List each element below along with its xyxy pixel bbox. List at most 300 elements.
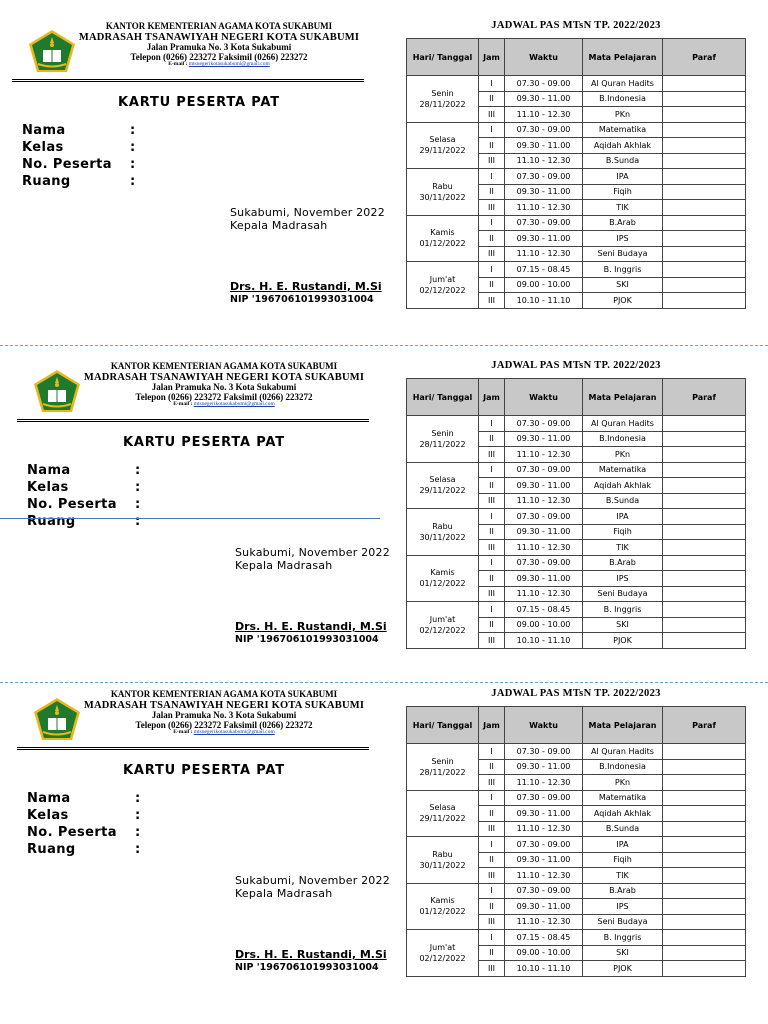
paraf-cell[interactable] [663,633,746,649]
field-row [27,841,141,858]
day-cell [407,602,479,649]
paraf-cell[interactable] [663,821,746,837]
schedule-title: JADWAL PAS MTsN TP. 2022/2023 [491,20,661,31]
waktu-cell: 09.30 - 11.00 [505,478,583,494]
field-colon: : [130,140,136,155]
waktu-cell: 11.10 - 12.30 [505,493,583,509]
jam-cell: III [479,821,505,837]
field-row [27,496,141,513]
paraf-cell[interactable] [663,138,746,154]
day-name: Kamis [430,568,455,578]
jam-cell: II [479,478,505,494]
day-name: Kamis [430,228,455,238]
jam-cell: III [479,246,505,262]
waktu-cell: 09.00 - 10.00 [505,945,583,961]
day-date: 29/11/2022 [419,486,466,496]
paraf-cell[interactable] [663,431,746,447]
signer-name: Drs. H. E. Rustandi, M.Si [235,620,387,633]
waktu-cell: 09.30 - 11.00 [505,91,583,107]
day-name: Senin [431,756,454,766]
waktu-cell: 07.15 - 08.45 [505,602,583,618]
mapel-cell: Seni Budaya [583,586,663,602]
mapel-cell: TIK [583,540,663,556]
jam-cell: III [479,200,505,216]
paraf-cell[interactable] [663,744,746,760]
jam-cell: II [479,852,505,868]
field-row [27,513,141,530]
mapel-cell: B.Arab [583,215,663,231]
waktu-cell: 10.10 - 11.10 [505,633,583,649]
paraf-cell[interactable] [663,478,746,494]
jam-cell: II [479,617,505,633]
stray-line [0,518,380,519]
kop-line-4: Telepon (0266) 223272 Faksimil (0266) 223272 [130,51,308,62]
day-name: Rabu [432,181,453,191]
jam-cell: II [479,806,505,822]
day-name: Selasa [429,803,456,813]
schedule-row [407,462,746,478]
kop-line-2: MADRASAH TSANAWIYAH NEGERI KOTA SUKABUMI [78,31,360,43]
schedule-header-cell: Paraf [663,379,746,416]
field-colon: : [130,157,136,172]
paraf-cell[interactable] [663,91,746,107]
jam-cell: I [479,883,505,899]
place-date: Sukabumi, November 2022 [235,546,390,559]
schedule-header-row [407,379,746,416]
jam-cell: I [479,790,505,806]
field-label: Ruang [27,514,76,529]
paraf-cell[interactable] [663,169,746,185]
mapel-cell: Matematika [583,790,663,806]
schedule-row [407,602,746,618]
day-date: 01/12/2022 [419,907,466,917]
signer-name: Drs. H. E. Rustandi, M.Si [235,948,387,961]
day-date: 28/11/2022 [419,767,466,777]
schedule-row [407,883,746,899]
field-row [22,173,136,190]
signer-position: Kepala Madrasah [235,887,333,900]
field-label: No. Peserta [22,157,112,172]
letterhead-text [79,690,369,736]
mapel-cell: PKn [583,775,663,791]
mapel-cell: PJOK [583,961,663,977]
day-name: Selasa [429,475,456,485]
waktu-cell: 07.30 - 09.00 [505,122,583,138]
signer-name: Drs. H. E. Rustandi, M.Si [230,280,382,293]
jam-cell: I [479,744,505,760]
mapel-cell: SKI [583,277,663,293]
paraf-cell[interactable] [663,790,746,806]
jam-cell: III [479,586,505,602]
email-label: E-mail : [173,401,194,408]
schedule-table [406,706,746,977]
jam-cell: III [479,961,505,977]
participant-fields [22,122,136,190]
jam-cell: III [479,153,505,169]
waktu-cell: 11.10 - 12.30 [505,914,583,930]
jam-cell: I [479,837,505,853]
field-row [22,122,136,139]
field-label: Ruang [27,842,76,857]
field-row [27,824,141,841]
waktu-cell: 11.10 - 12.30 [505,540,583,556]
paraf-cell[interactable] [663,462,746,478]
kop-line-1: KANTOR KEMENTERIAN AGAMA KOTA SUKABUMI [110,689,338,699]
paraf-cell[interactable] [663,602,746,618]
mapel-cell: Aqidah Akhlak [583,478,663,494]
jam-cell: I [479,509,505,525]
mapel-cell: IPS [583,571,663,587]
mapel-cell: B.Arab [583,555,663,571]
mapel-cell: TIK [583,200,663,216]
paraf-cell[interactable] [663,447,746,463]
mapel-cell: IPA [583,169,663,185]
day-name: Rabu [432,521,453,531]
waktu-cell: 09.30 - 11.00 [505,524,583,540]
field-colon: : [135,480,141,495]
mapel-cell: B.Indonesia [583,431,663,447]
jam-cell: II [479,524,505,540]
paraf-cell[interactable] [663,759,746,775]
participant-fields [27,790,141,858]
mapel-cell: PKn [583,107,663,123]
day-date: 28/11/2022 [419,99,466,109]
waktu-cell: 09.30 - 11.00 [505,899,583,915]
jam-cell: II [479,184,505,200]
jam-cell: I [479,416,505,432]
mapel-cell: B. Inggris [583,602,663,618]
paraf-cell[interactable] [663,930,746,946]
waktu-cell: 09.30 - 11.00 [505,138,583,154]
jam-cell: I [479,262,505,278]
paraf-cell[interactable] [663,868,746,884]
waktu-cell: 09.30 - 11.00 [505,431,583,447]
day-date: 29/11/2022 [419,146,466,156]
paraf-cell[interactable] [663,293,746,309]
day-date: 29/11/2022 [419,814,466,824]
day-name: Senin [431,428,454,438]
paraf-cell[interactable] [663,416,746,432]
day-date: 28/11/2022 [419,439,466,449]
paraf-cell[interactable] [663,493,746,509]
schedule-row [407,169,746,185]
day-cell [407,555,479,602]
waktu-cell: 11.10 - 12.30 [505,153,583,169]
schedule-header-cell: Paraf [663,39,746,76]
paraf-cell[interactable] [663,122,746,138]
schedule-header-cell: Hari/ Tanggal [407,707,479,744]
kop-line-4: Telepon (0266) 223272 Faksimil (0266) 223272 [135,719,313,730]
kop-line-4: Telepon (0266) 223272 Faksimil (0266) 223272 [135,391,313,402]
day-cell [407,262,479,309]
waktu-cell: 11.10 - 12.30 [505,821,583,837]
kop-line-1: KANTOR KEMENTERIAN AGAMA KOTA SUKABUMI [110,361,338,371]
schedule-header-cell: Jam [479,379,505,416]
paraf-cell[interactable] [663,617,746,633]
mapel-cell: PJOK [583,633,663,649]
schedule-title: JADWAL PAS MTsN TP. 2022/2023 [491,360,661,371]
paraf-cell[interactable] [663,571,746,587]
kemenag-logo-icon [31,368,83,416]
kop-line-3: Jalan Pramuka No. 3 Kota Sukabumi [146,42,292,53]
mapel-cell: Al Quran Hadits [583,76,663,92]
paraf-cell[interactable] [663,246,746,262]
mapel-cell: Seni Budaya [583,246,663,262]
mapel-cell: B.Arab [583,883,663,899]
signer-position: Kepala Madrasah [230,219,328,232]
signer-nip: NIP '196706101993031004 [230,294,374,305]
jam-cell: II [479,91,505,107]
kop-line-2: MADRASAH TSANAWIYAH NEGERI KOTA SUKABUMI [83,699,365,711]
field-colon: : [135,497,141,512]
letterhead-text [74,22,364,68]
waktu-cell: 07.30 - 09.00 [505,837,583,853]
day-name: Senin [431,88,454,98]
mapel-cell: PJOK [583,293,663,309]
jam-cell: I [479,602,505,618]
paraf-cell[interactable] [663,184,746,200]
mapel-cell: B. Inggris [583,930,663,946]
kop-line-5 [79,730,369,736]
exam-card [0,20,768,350]
day-cell [407,883,479,930]
day-name: Rabu [432,849,453,859]
mapel-cell: SKI [583,945,663,961]
field-label: No. Peserta [27,825,117,840]
waktu-cell: 09.30 - 11.00 [505,231,583,247]
card-title: KARTU PESERTA PAT [118,95,280,110]
kop-line-3: Jalan Pramuka No. 3 Kota Sukabumi [151,382,297,393]
kop-line-3: Jalan Pramuka No. 3 Kota Sukabumi [151,710,297,721]
schedule-row [407,509,746,525]
kop-line-2: MADRASAH TSANAWIYAH NEGERI KOTA SUKABUMI [83,371,365,383]
mapel-cell: IPA [583,837,663,853]
day-name: Jum'at [429,942,456,952]
paraf-cell[interactable] [663,200,746,216]
day-cell [407,122,479,169]
paraf-cell[interactable] [663,277,746,293]
waktu-cell: 07.30 - 09.00 [505,462,583,478]
schedule-header-cell: Waktu [505,379,583,416]
schedule-row [407,790,746,806]
waktu-cell: 07.30 - 09.00 [505,744,583,760]
jam-cell: III [479,447,505,463]
day-cell [407,790,479,837]
schedule-header-cell: Mata Pelajaran [583,707,663,744]
letterhead-separator [17,419,369,422]
mapel-cell: TIK [583,868,663,884]
field-row [22,156,136,173]
jam-cell: I [479,462,505,478]
paraf-cell[interactable] [663,961,746,977]
field-colon: : [130,174,136,189]
field-row [27,479,141,496]
day-cell [407,215,479,262]
waktu-cell: 07.30 - 09.00 [505,215,583,231]
day-cell [407,509,479,556]
jam-cell: III [479,914,505,930]
paraf-cell[interactable] [663,262,746,278]
kop-line-1: KANTOR KEMENTERIAN AGAMA KOTA SUKABUMI [105,21,333,31]
waktu-cell: 11.10 - 12.30 [505,775,583,791]
field-row [27,807,141,824]
paraf-cell[interactable] [663,215,746,231]
email-label: E-mail : [173,729,194,736]
paraf-cell[interactable] [663,524,746,540]
email-link[interactable]: mtsnegerikotasukabumi@gmail.com [193,729,275,736]
jam-cell: II [479,759,505,775]
waktu-cell: 07.30 - 09.00 [505,555,583,571]
paraf-cell[interactable] [663,107,746,123]
waktu-cell: 10.10 - 11.10 [505,961,583,977]
schedule-header-cell: Jam [479,39,505,76]
schedule-row [407,76,746,92]
paraf-cell[interactable] [663,806,746,822]
mapel-cell: B.Indonesia [583,759,663,775]
kemenag-logo-icon [26,28,78,76]
waktu-cell: 09.30 - 11.00 [505,759,583,775]
signer-position: Kepala Madrasah [235,559,333,572]
schedule-header-row [407,39,746,76]
jam-cell: III [479,493,505,509]
day-date: 02/12/2022 [419,625,466,635]
waktu-cell: 07.15 - 08.45 [505,262,583,278]
field-label: Kelas [27,480,69,495]
email-link[interactable]: mtsnegerikotasukabumi@gmail.com [188,61,270,68]
paraf-cell[interactable] [663,76,746,92]
schedule-table [406,378,746,649]
day-name: Jum'at [429,274,456,284]
exam-card [0,360,768,690]
day-date: 30/11/2022 [419,192,466,202]
waktu-cell: 11.10 - 12.30 [505,586,583,602]
day-date: 02/12/2022 [419,285,466,295]
letterhead-separator [17,747,369,750]
cut-line [0,345,768,346]
schedule-header-cell: Mata Pelajaran [583,39,663,76]
waktu-cell: 07.30 - 09.00 [505,790,583,806]
field-colon: : [135,842,141,857]
mapel-cell: IPA [583,509,663,525]
paraf-cell[interactable] [663,914,746,930]
jam-cell: II [479,899,505,915]
schedule-header-cell: Hari/ Tanggal [407,39,479,76]
jam-cell: II [479,277,505,293]
paraf-cell[interactable] [663,883,746,899]
schedule-header-cell: Jam [479,707,505,744]
schedule-row [407,122,746,138]
day-cell [407,930,479,977]
schedule-table [406,38,746,309]
field-label: Nama [22,123,66,138]
paraf-cell[interactable] [663,837,746,853]
mapel-cell: IPS [583,899,663,915]
mapel-cell: Aqidah Akhlak [583,806,663,822]
mapel-cell: Fiqih [583,852,663,868]
day-cell [407,416,479,463]
field-colon: : [135,791,141,806]
schedule-title: JADWAL PAS MTsN TP. 2022/2023 [491,688,661,699]
letterhead [17,360,369,420]
day-cell [407,169,479,216]
waktu-cell: 11.10 - 12.30 [505,868,583,884]
paraf-cell[interactable] [663,540,746,556]
field-row [27,462,141,479]
jam-cell: III [479,868,505,884]
jam-cell: I [479,122,505,138]
kop-line-5 [74,62,364,68]
signer-nip: NIP '196706101993031004 [235,962,379,973]
paraf-cell[interactable] [663,509,746,525]
mapel-cell: Al Quran Hadits [583,416,663,432]
day-name: Selasa [429,135,456,145]
day-cell [407,76,479,123]
jam-cell: I [479,169,505,185]
day-cell [407,837,479,884]
field-colon: : [135,808,141,823]
signer-nip: NIP '196706101993031004 [235,634,379,645]
cut-line [0,682,768,683]
field-colon: : [130,123,136,138]
waktu-cell: 11.10 - 12.30 [505,107,583,123]
email-link[interactable]: mtsnegerikotasukabumi@gmail.com [193,401,275,408]
waktu-cell: 09.30 - 11.00 [505,852,583,868]
jam-cell: I [479,930,505,946]
mapel-cell: Matematika [583,462,663,478]
mapel-cell: B.Indonesia [583,91,663,107]
jam-cell: II [479,231,505,247]
paraf-cell[interactable] [663,899,746,915]
day-name: Kamis [430,896,455,906]
jam-cell: I [479,555,505,571]
field-label: Ruang [22,174,71,189]
mapel-cell: Al Quran Hadits [583,744,663,760]
card-title: KARTU PESERTA PAT [123,435,285,450]
paraf-cell[interactable] [663,231,746,247]
field-row [27,790,141,807]
schedule-header-cell: Waktu [505,707,583,744]
schedule-header-row [407,707,746,744]
schedule-header-cell: Waktu [505,39,583,76]
signature-block [235,874,390,900]
field-label: Kelas [27,808,69,823]
letterhead-separator [12,79,364,82]
paraf-cell[interactable] [663,945,746,961]
mapel-cell: B. Inggris [583,262,663,278]
field-label: No. Peserta [27,497,117,512]
waktu-cell: 07.30 - 09.00 [505,76,583,92]
field-colon: : [135,514,141,529]
schedule-row [407,416,746,432]
waktu-cell: 10.10 - 11.10 [505,293,583,309]
schedule-row [407,262,746,278]
field-label: Kelas [22,140,64,155]
paraf-cell[interactable] [663,852,746,868]
field-colon: : [135,463,141,478]
jam-cell: III [479,775,505,791]
paraf-cell[interactable] [663,586,746,602]
waktu-cell: 09.30 - 11.00 [505,184,583,200]
jam-cell: III [479,540,505,556]
paraf-cell[interactable] [663,555,746,571]
field-label: Nama [27,791,71,806]
day-name: Jum'at [429,614,456,624]
jam-cell: III [479,107,505,123]
letterhead [12,20,364,80]
place-date: Sukabumi, November 2022 [235,874,390,887]
paraf-cell[interactable] [663,775,746,791]
paraf-cell[interactable] [663,153,746,169]
